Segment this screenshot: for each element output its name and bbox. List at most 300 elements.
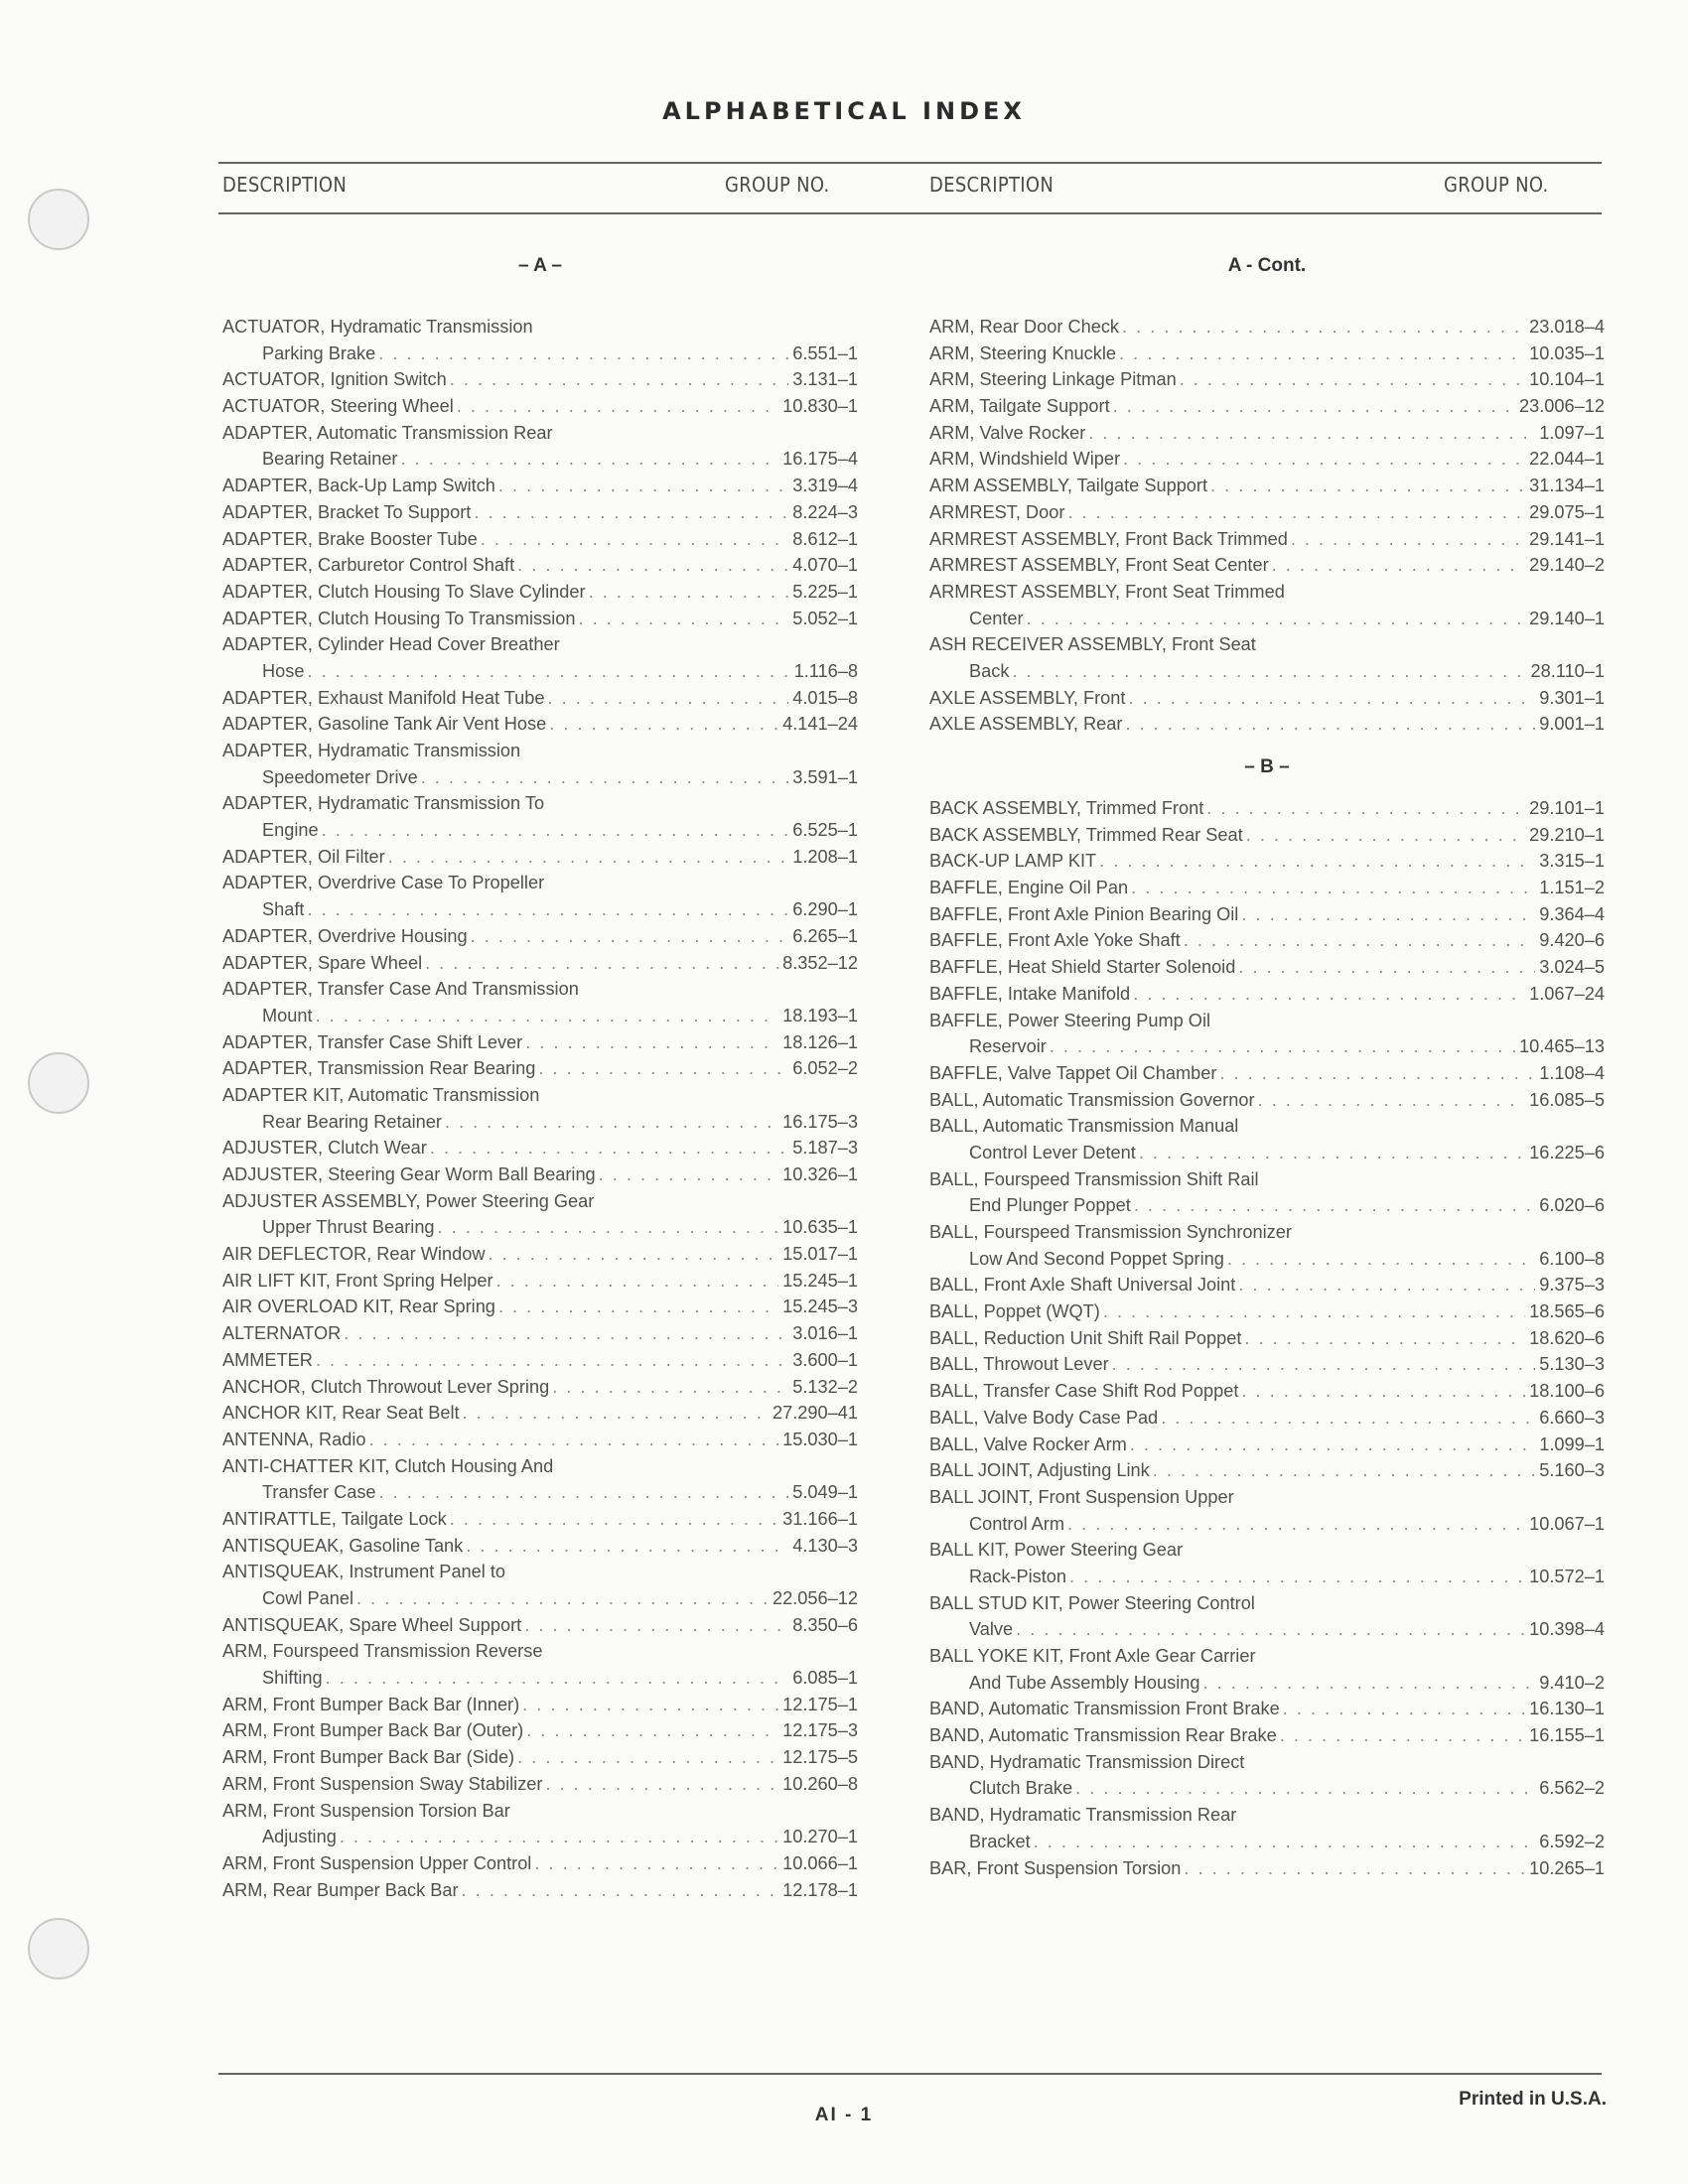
- entry-description: Reservoir: [969, 1036, 1047, 1057]
- dot-leader: [435, 1214, 779, 1241]
- index-entry: [222, 606, 858, 632]
- entry-description: BAFFLE, Intake Manifold: [929, 983, 1131, 1004]
- dot-leader: [337, 1824, 778, 1850]
- dot-leader: [304, 658, 789, 685]
- dot-leader: [422, 950, 778, 977]
- entry-description: ARM, Steering Knuckle: [929, 342, 1117, 363]
- entry-group-number: 31.166–1: [782, 1508, 858, 1529]
- index-entry: [929, 1696, 1605, 1722]
- entry-description: Rear Bearing Retainer: [262, 1111, 442, 1132]
- index-entry: [929, 1749, 1605, 1802]
- entry-group-number: 29.101–1: [1529, 798, 1605, 818]
- index-entry: [929, 393, 1605, 420]
- dot-leader: [1158, 1405, 1535, 1432]
- entry-description: Parking Brake: [262, 342, 376, 363]
- entry-description: Transfer Case: [262, 1482, 376, 1503]
- entry-group-number: 18.565–6: [1529, 1301, 1605, 1322]
- entry-description: ASH RECEIVER ASSEMBLY, Front Seat: [929, 634, 1256, 655]
- index-entry: [929, 685, 1605, 712]
- entry-description: Clutch Brake: [969, 1778, 1073, 1799]
- entry-description: BAND, Hydramatic Transmission Rear: [929, 1805, 1237, 1826]
- entry-group-number: 18.620–6: [1529, 1327, 1605, 1348]
- index-entry: [929, 446, 1605, 473]
- index-entry: [222, 1241, 858, 1268]
- entry-description: ACTUATOR, Steering Wheel: [222, 396, 454, 417]
- dot-leader: [1009, 658, 1526, 685]
- entry-group-number: 6.265–1: [792, 925, 858, 946]
- entry-group-number: 16.130–1: [1529, 1699, 1605, 1719]
- entry-description: ADAPTER, Transfer Case And Transmission: [222, 979, 579, 1000]
- entry-group-number: 3.024–5: [1539, 957, 1605, 978]
- entry-group-number: 22.056–12: [773, 1588, 858, 1608]
- index-entry: [929, 366, 1605, 393]
- dot-leader: [1031, 1829, 1536, 1855]
- index-entry: [222, 473, 858, 499]
- entry-description: ADAPTER, Carburetor Control Shaft: [222, 555, 515, 576]
- entry-description: ARM, Windshield Wiper: [929, 449, 1121, 470]
- entry-description: ADAPTER, Automatic Transmission Rear: [222, 422, 553, 443]
- entry-description: ARM, Tailgate Support: [929, 396, 1110, 417]
- entry-group-number: 8.350–6: [792, 1614, 858, 1635]
- entry-description: BAFFLE, Valve Tappet Oil Chamber: [929, 1062, 1217, 1083]
- entry-description: BALL JOINT, Front Suspension Upper: [929, 1486, 1234, 1507]
- dot-leader: [1255, 1087, 1526, 1114]
- dot-leader: [1024, 606, 1526, 632]
- dot-leader: [459, 1877, 779, 1904]
- entry-description: ADAPTER, Transfer Case Shift Lever: [222, 1031, 523, 1052]
- dot-leader: [1238, 901, 1535, 928]
- entry-group-number: 5.052–1: [792, 608, 858, 628]
- entry-description: ADAPTER, Exhaust Manifold Heat Tube: [222, 687, 545, 708]
- dot-leader: [1116, 341, 1525, 367]
- index-entry: [929, 822, 1605, 849]
- dot-leader: [545, 685, 789, 712]
- index-entry: [929, 927, 1605, 954]
- dot-leader: [341, 1320, 788, 1347]
- entry-group-number: 12.175–5: [782, 1747, 858, 1768]
- index-entry: [222, 526, 858, 553]
- index-entry: [222, 870, 858, 922]
- entry-group-number: 4.015–8: [792, 687, 858, 708]
- dot-leader: [1064, 1511, 1525, 1538]
- dot-leader: [521, 1612, 788, 1639]
- right-description-header: DESCRIPTION: [929, 173, 1055, 197]
- entry-description: ADAPTER, Overdrive Case To Propeller: [222, 873, 545, 893]
- entry-group-number: 3.131–1: [792, 369, 858, 390]
- index-entry: [929, 954, 1605, 981]
- entry-description: ANTISQUEAK, Spare Wheel Support: [222, 1614, 522, 1635]
- dot-leader: [1110, 393, 1515, 420]
- dot-leader: [385, 844, 789, 871]
- index-entry: [929, 901, 1605, 928]
- dot-leader: [1125, 685, 1535, 712]
- entry-description: BALL, Automatic Transmission Manual: [929, 1116, 1239, 1137]
- entry-description: BAFFLE, Power Steering Pump Oil: [929, 1010, 1211, 1030]
- entry-description: ADAPTER, Spare Wheel: [222, 952, 423, 973]
- entry-group-number: 12.175–3: [782, 1720, 858, 1741]
- entry-description: ADAPTER, Hydramatic Transmission To: [222, 793, 545, 814]
- entry-group-number: 1.067–24: [1529, 983, 1605, 1004]
- index-entry: [929, 1643, 1605, 1696]
- entry-description: ARM, Rear Door Check: [929, 317, 1120, 337]
- index-entry: [222, 1533, 858, 1560]
- section-heading: A - Cont.: [1227, 255, 1307, 276]
- entry-description: ADAPTER, Gasoline Tank Air Vent Hose: [222, 714, 547, 735]
- entry-group-number: 6.052–2: [792, 1058, 858, 1079]
- entry-group-number: 9.301–1: [1539, 687, 1605, 708]
- page-number: AI - 1: [814, 2105, 874, 2125]
- entry-description: BALL, Poppet (WQT): [929, 1301, 1100, 1322]
- index-entry: [929, 795, 1605, 822]
- entry-group-number: 1.099–1: [1539, 1433, 1605, 1454]
- entry-description: Control Lever Detent: [969, 1142, 1136, 1162]
- dot-leader: [542, 1771, 778, 1798]
- entry-group-number: 5.160–3: [1539, 1460, 1605, 1481]
- entry-group-number: 6.551–1: [792, 342, 858, 363]
- index-column-right: [929, 252, 1605, 1881]
- dot-leader: [1216, 1060, 1535, 1087]
- entry-group-number: 29.140–2: [1529, 555, 1605, 576]
- entry-description: ANTISQUEAK, Instrument Panel to: [222, 1562, 506, 1582]
- dot-leader: [460, 1400, 769, 1427]
- entry-description: BAFFLE, Heat Shield Starter Solenoid: [929, 957, 1236, 978]
- entry-description: BAND, Automatic Transmission Rear Brake: [929, 1725, 1277, 1746]
- index-entry: [222, 420, 858, 473]
- entry-group-number: 8.224–3: [792, 501, 858, 522]
- entry-description: ADAPTER, Overdrive Housing: [222, 925, 468, 946]
- entry-group-number: 10.572–1: [1529, 1566, 1605, 1586]
- entry-description: BAND, Automatic Transmission Front Brake: [929, 1699, 1280, 1719]
- entry-description: Center: [969, 608, 1024, 628]
- entry-description: BAFFLE, Front Axle Yoke Shaft: [929, 930, 1181, 951]
- entry-group-number: 3.591–1: [792, 766, 858, 787]
- dot-leader: [575, 606, 788, 632]
- index-entry: [222, 552, 858, 579]
- dot-leader: [1235, 1272, 1535, 1298]
- index-entry: [929, 1378, 1605, 1405]
- entry-description: Bearing Retainer: [262, 449, 398, 470]
- index-entry: [929, 314, 1605, 341]
- index-entry: [929, 1060, 1605, 1087]
- index-entry: [222, 1877, 858, 1904]
- index-entry: [929, 579, 1605, 631]
- entry-group-number: 5.225–1: [792, 581, 858, 602]
- entry-description: ARM, Rear Bumper Back Bar: [222, 1879, 459, 1900]
- index-entry: [929, 473, 1605, 499]
- entry-group-number: 10.398–4: [1529, 1619, 1605, 1640]
- dot-leader: [1013, 1616, 1525, 1643]
- entry-description: BACK-UP LAMP KIT: [929, 851, 1097, 872]
- entry-description: Adjusting: [262, 1827, 337, 1847]
- index-entry: [929, 1405, 1605, 1432]
- entry-group-number: 10.265–1: [1529, 1857, 1605, 1878]
- entry-description: BALL JOINT, Adjusting Link: [929, 1460, 1150, 1481]
- entry-group-number: 15.030–1: [782, 1429, 858, 1449]
- printed-in-usa: Printed in U.S.A.: [1459, 2089, 1607, 2110]
- dot-leader: [366, 1427, 779, 1453]
- dot-leader: [1085, 420, 1535, 447]
- dot-leader: [1280, 1696, 1525, 1722]
- dot-leader: [1100, 1298, 1525, 1325]
- dot-leader: [398, 446, 779, 473]
- entry-description: BALL KIT, Power Steering Gear: [929, 1540, 1184, 1561]
- index-entry: [929, 1457, 1605, 1484]
- entry-description: BAR, Front Suspension Torsion: [929, 1857, 1182, 1878]
- entry-group-number: 6.660–3: [1539, 1407, 1605, 1428]
- dot-leader: [596, 1161, 778, 1188]
- index-column-left: [222, 252, 858, 1903]
- entry-description: Back: [969, 660, 1010, 681]
- index-entry: [929, 631, 1605, 684]
- dot-leader: [1200, 1670, 1536, 1697]
- entry-group-number: 3.319–4: [792, 476, 858, 496]
- index-entry: [929, 981, 1605, 1008]
- entry-description: ADAPTER, Clutch Housing To Slave Cylinder: [222, 581, 586, 602]
- dot-leader: [427, 1135, 788, 1161]
- index-entry: [222, 738, 858, 790]
- entry-description: BALL, Front Axle Shaft Universal Joint: [929, 1275, 1236, 1296]
- index-entry: [929, 526, 1605, 553]
- index-entry: [222, 1612, 858, 1639]
- entry-group-number: 18.126–1: [782, 1031, 858, 1052]
- entry-group-number: 6.020–6: [1539, 1195, 1605, 1216]
- entry-description: ARM ASSEMBLY, Tailgate Support: [929, 476, 1208, 496]
- entry-group-number: 10.260–8: [782, 1773, 858, 1794]
- dot-leader: [304, 896, 788, 923]
- entry-description: BALL, Fourspeed Transmission Shift Rail: [929, 1168, 1259, 1189]
- entry-group-number: 6.085–1: [792, 1668, 858, 1689]
- entry-group-number: 16.175–4: [782, 449, 858, 470]
- entry-group-number: 10.830–1: [782, 396, 858, 417]
- index-entry: [929, 1272, 1605, 1298]
- right-group-header: GROUP NO.: [1444, 173, 1549, 197]
- entry-description: ANTISQUEAK, Gasoline Tank: [222, 1535, 464, 1556]
- dot-leader: [1072, 1775, 1535, 1802]
- dot-leader: [468, 923, 789, 950]
- entry-description: ARM, Steering Linkage Pitman: [929, 369, 1177, 390]
- header-rule-top: [218, 162, 1602, 164]
- entry-group-number: 9.001–1: [1539, 714, 1605, 735]
- entry-description: ANCHOR, Clutch Throwout Lever Spring: [222, 1376, 550, 1397]
- entry-description: ANTI-CHATTER KIT, Clutch Housing And: [222, 1455, 554, 1476]
- entry-description: ANTENNA, Radio: [222, 1429, 366, 1449]
- dot-leader: [1127, 1432, 1535, 1458]
- entry-group-number: 23.018–4: [1529, 317, 1605, 337]
- index-entry: [222, 1692, 858, 1718]
- entry-group-number: 3.315–1: [1539, 851, 1605, 872]
- index-entry: [929, 1351, 1605, 1378]
- entry-group-number: 10.326–1: [782, 1164, 858, 1184]
- entry-description: ARM, Front Suspension Torsion Bar: [222, 1800, 510, 1821]
- entry-group-number: 12.178–1: [782, 1879, 858, 1900]
- index-entry: [222, 1798, 858, 1850]
- entry-description: BALL, Throwout Lever: [929, 1354, 1109, 1375]
- dot-leader: [1203, 795, 1525, 822]
- index-entry: [929, 1008, 1605, 1060]
- entry-description: BALL YOKE KIT, Front Axle Gear Carrier: [929, 1646, 1256, 1666]
- dot-leader: [495, 473, 788, 499]
- index-entry: [929, 875, 1605, 901]
- dot-leader: [1109, 1351, 1536, 1378]
- entry-group-number: 3.600–1: [792, 1349, 858, 1370]
- index-entry: [222, 1294, 858, 1320]
- entry-description: AIR OVERLOAD KIT, Rear Spring: [222, 1297, 495, 1317]
- page-title: ALPHABETICAL INDEX: [662, 97, 1026, 125]
- index-entry: [929, 1484, 1605, 1537]
- entry-description: ARMREST ASSEMBLY, Front Back Trimmed: [929, 528, 1288, 549]
- index-entry: [222, 1717, 858, 1744]
- entry-description: AXLE ASSEMBLY, Rear: [929, 714, 1123, 735]
- dot-leader: [535, 1055, 788, 1082]
- entry-description: Control Arm: [969, 1513, 1065, 1534]
- entry-description: Shaft: [262, 899, 305, 920]
- dot-leader: [1277, 1722, 1525, 1749]
- dot-leader: [418, 764, 789, 791]
- entry-group-number: 4.130–3: [792, 1535, 858, 1556]
- dot-leader: [323, 1665, 789, 1692]
- entry-description: ADAPTER, Transmission Rear Bearing: [222, 1058, 536, 1079]
- entry-description: ARM, Front Bumper Back Bar (Outer): [222, 1720, 524, 1741]
- entry-description: ARM, Fourspeed Transmission Reverse: [222, 1641, 543, 1662]
- index-entry: [929, 1219, 1605, 1272]
- dot-leader: [447, 1506, 778, 1533]
- dot-leader: [1130, 981, 1525, 1008]
- entry-description: ADAPTER, Bracket To Support: [222, 501, 472, 522]
- dot-leader: [522, 1029, 778, 1056]
- index-entry: [222, 1055, 858, 1082]
- entry-group-number: 9.375–3: [1539, 1275, 1605, 1296]
- entry-description: BALL, Automatic Transmission Governor: [929, 1089, 1255, 1110]
- entry-group-number: 27.290–41: [773, 1403, 858, 1424]
- dot-leader: [493, 1268, 779, 1295]
- index-entry: [222, 1268, 858, 1295]
- entry-group-number: 5.132–2: [792, 1376, 858, 1397]
- entry-group-number: 6.562–2: [1539, 1778, 1605, 1799]
- index-entry: [929, 1087, 1605, 1114]
- index-entry: [222, 631, 858, 684]
- index-entry: [929, 1113, 1605, 1165]
- entry-description: ADAPTER, Cylinder Head Cover Breather: [222, 634, 560, 655]
- entry-group-number: 9.364–4: [1539, 903, 1605, 924]
- section-heading: – A –: [517, 255, 562, 276]
- entry-description: ARM, Front Bumper Back Bar (Side): [222, 1747, 515, 1768]
- entry-description: Mount: [262, 1005, 313, 1025]
- entry-group-number: 9.420–6: [1539, 930, 1605, 951]
- entry-group-number: 29.075–1: [1529, 501, 1605, 522]
- entry-description: BAFFLE, Engine Oil Pan: [929, 878, 1129, 898]
- entry-group-number: 10.465–13: [1519, 1036, 1605, 1057]
- index-entry: [222, 1850, 858, 1877]
- index-entry: [222, 1135, 858, 1161]
- dot-leader: [523, 1717, 778, 1744]
- dot-leader: [519, 1692, 778, 1718]
- index-entry: [222, 1559, 858, 1611]
- entry-group-number: 15.245–1: [782, 1270, 858, 1291]
- entry-description: BAND, Hydramatic Transmission Direct: [929, 1751, 1245, 1772]
- entry-description: Speedometer Drive: [262, 766, 418, 787]
- entry-description: AIR LIFT KIT, Front Spring Helper: [222, 1270, 493, 1291]
- dot-leader: [442, 1109, 778, 1136]
- entry-group-number: 16.225–6: [1529, 1142, 1605, 1162]
- entry-group-number: 3.016–1: [792, 1323, 858, 1344]
- entry-group-number: 16.155–1: [1529, 1725, 1605, 1746]
- entry-description: Low And Second Poppet Spring: [969, 1248, 1224, 1269]
- entry-description: Valve: [969, 1619, 1014, 1640]
- entry-group-number: 29.141–1: [1529, 528, 1605, 549]
- index-entry: [222, 1320, 858, 1347]
- dot-leader: [1224, 1246, 1535, 1273]
- entry-group-number: 10.270–1: [782, 1827, 858, 1847]
- index-entry: [222, 1161, 858, 1188]
- index-entry: [929, 848, 1605, 875]
- index-entry: [222, 1506, 858, 1533]
- dot-leader: [531, 1850, 778, 1877]
- index-entry: [222, 950, 858, 977]
- entry-description: Rack-Piston: [969, 1566, 1067, 1586]
- dot-leader: [1269, 552, 1525, 579]
- entry-group-number: 6.525–1: [792, 820, 858, 841]
- entry-description: Engine: [262, 820, 319, 841]
- entry-description: BALL, Valve Rocker Arm: [929, 1433, 1127, 1454]
- entry-description: ARM, Front Suspension Upper Control: [222, 1852, 532, 1873]
- entry-group-number: 10.067–1: [1529, 1513, 1605, 1534]
- entry-group-number: 15.245–3: [782, 1297, 858, 1317]
- entry-group-number: 18.193–1: [782, 1005, 858, 1025]
- index-entry: [222, 393, 858, 420]
- entry-description: ADJUSTER, Steering Gear Worm Ball Bearing: [222, 1164, 596, 1184]
- entry-description: ADJUSTER, Clutch Wear: [222, 1138, 427, 1159]
- dot-leader: [495, 1294, 778, 1320]
- dot-leader: [313, 1003, 779, 1029]
- entry-group-number: 8.612–1: [792, 528, 858, 549]
- index-entry: [929, 1802, 1605, 1854]
- entry-description: ADAPTER KIT, Automatic Transmission: [222, 1084, 540, 1105]
- entry-description: And Tube Assembly Housing: [969, 1672, 1200, 1693]
- dot-leader: [1066, 1564, 1525, 1590]
- index-entry: [222, 1744, 858, 1771]
- entry-group-number: 5.130–3: [1539, 1354, 1605, 1375]
- index-entry: [929, 1325, 1605, 1352]
- dot-leader: [1122, 711, 1535, 738]
- dot-leader: [1096, 848, 1535, 875]
- dot-leader: [1238, 1378, 1525, 1405]
- entry-group-number: 29.210–1: [1529, 824, 1605, 845]
- entry-group-number: 8.352–12: [782, 952, 858, 973]
- entry-description: BALL, Fourspeed Transmission Synchronizer: [929, 1222, 1292, 1242]
- dot-leader: [1177, 366, 1525, 393]
- dot-leader: [1235, 954, 1535, 981]
- dot-leader: [1181, 1855, 1525, 1882]
- entry-description: ADAPTER, Brake Booster Tube: [222, 528, 478, 549]
- index-entry: [222, 685, 858, 712]
- index-entry: [929, 499, 1605, 526]
- entry-group-number: 10.104–1: [1529, 369, 1605, 390]
- dot-leader: [313, 1347, 788, 1374]
- index-entry: [222, 1453, 858, 1506]
- dot-leader: [1150, 1457, 1536, 1484]
- entry-group-number: 5.187–3: [792, 1138, 858, 1159]
- dot-leader: [1047, 1033, 1515, 1060]
- dot-leader: [546, 711, 778, 738]
- entry-description: AXLE ASSEMBLY, Front: [929, 687, 1126, 708]
- header-rule-bottom: [218, 212, 1602, 214]
- index-entry: [222, 1082, 858, 1135]
- entry-group-number: 4.070–1: [792, 555, 858, 576]
- index-entry: [929, 1166, 1605, 1219]
- entry-group-number: 1.151–2: [1539, 878, 1605, 898]
- index-entry: [222, 844, 858, 871]
- entry-group-number: 15.017–1: [782, 1244, 858, 1265]
